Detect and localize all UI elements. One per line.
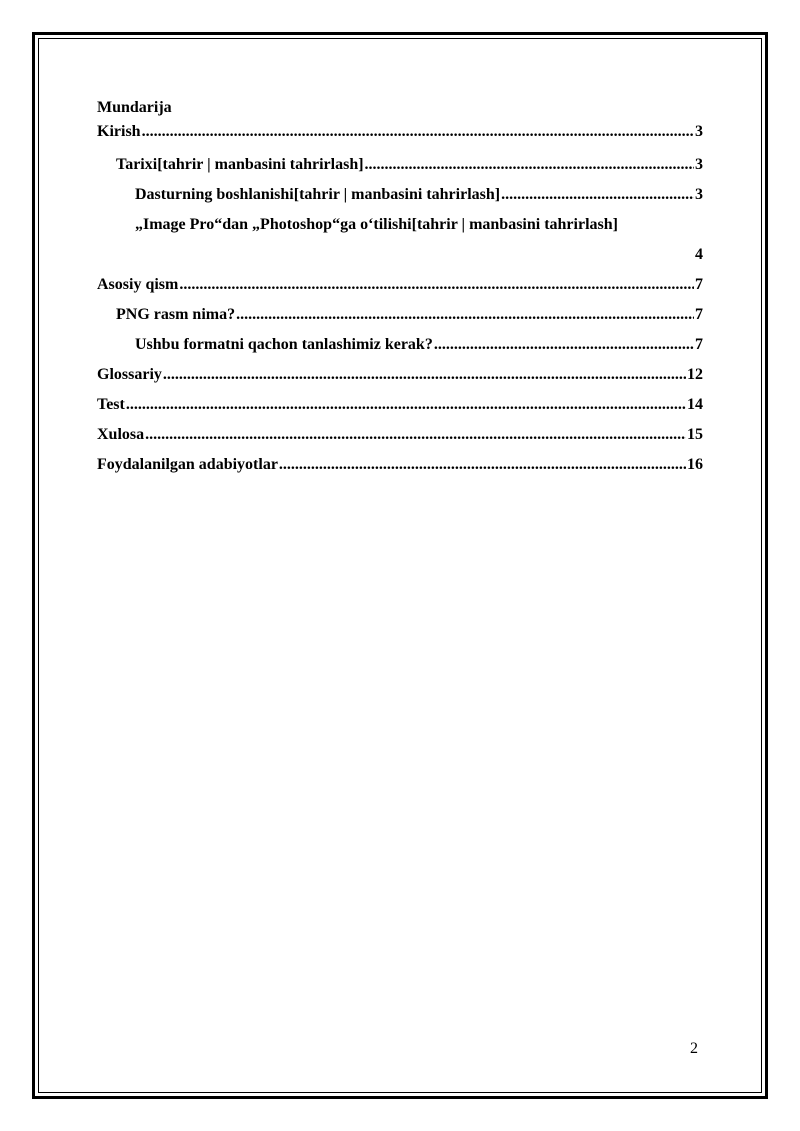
toc-entry-label: Foydalanilgan adabiyotlar [97,456,278,473]
toc-entry-label: Dasturning boshlanishi[tahrir | manbasini tahrirlash] [135,186,501,203]
toc-entry-dasturning-boshlanishi[interactable] [97,180,703,210]
toc-entry-test[interactable] [97,390,703,420]
table-of-contents [97,96,703,480]
toc-entry-label: Glossariy [97,366,162,383]
toc-entry-label: Xulosa [97,426,145,443]
toc-entry-page: 14 [687,396,703,413]
toc-entry-label: PNG rasm nima? [116,306,236,323]
toc-entry-page: 16 [687,456,703,473]
toc-entry-page: 3 [695,156,703,173]
toc-dot-leader [142,120,694,144]
toc-dot-leader [163,360,686,390]
toc-entry-glossariy[interactable] [97,360,703,390]
toc-entry-page: 7 [695,276,703,293]
toc-entry-label: „Image Pro“dan „Photoshop“ga o‘tilishi[tahrir | manbasini tahrirlash] [135,216,618,233]
toc-entry-ushbu-formatni[interactable] [97,330,703,360]
toc-dot-leader [279,450,686,480]
toc-entry-page: 15 [687,426,703,443]
toc-entry-tarixi[interactable] [97,150,703,180]
toc-entry-page: 3 [695,186,703,203]
toc-entry-label: Kirish [97,123,141,140]
toc-entry-kirish[interactable] [97,120,703,144]
toc-dot-leader [126,390,686,420]
toc-dot-leader [434,330,694,360]
toc-entry-label: Ushbu formatni qachon tanlashimiz kerak? [135,336,433,353]
toc-entry-foydalanilgan-adabiyotlar[interactable] [97,450,703,480]
toc-dot-leader [179,270,694,300]
toc-entry-png-rasm-nima[interactable] [97,300,703,330]
toc-entry-asosiy-qism[interactable] [97,270,703,300]
toc-dot-leader [145,420,686,450]
toc-entry-page: 7 [695,336,703,353]
toc-entry-label: Tarixi[tahrir | manbasini tahrirlash] [116,156,364,173]
toc-dot-leader [236,300,694,330]
toc-entry-page: 12 [687,366,703,383]
toc-dot-leader [501,180,694,210]
toc-entry-page: 7 [695,306,703,323]
toc-entry-image-pro-photoshop[interactable] [97,210,703,270]
toc-entry-label: Asosiy qism [97,276,179,293]
page-number: 2 [690,1040,698,1057]
toc-entry-page: 3 [695,123,703,140]
toc-entry-page: 4 [695,246,703,263]
toc-entry-label: Test [97,396,125,413]
toc-dot-leader [365,150,694,180]
toc-title: Mundarija [97,99,172,116]
toc-entry-xulosa[interactable] [97,420,703,450]
